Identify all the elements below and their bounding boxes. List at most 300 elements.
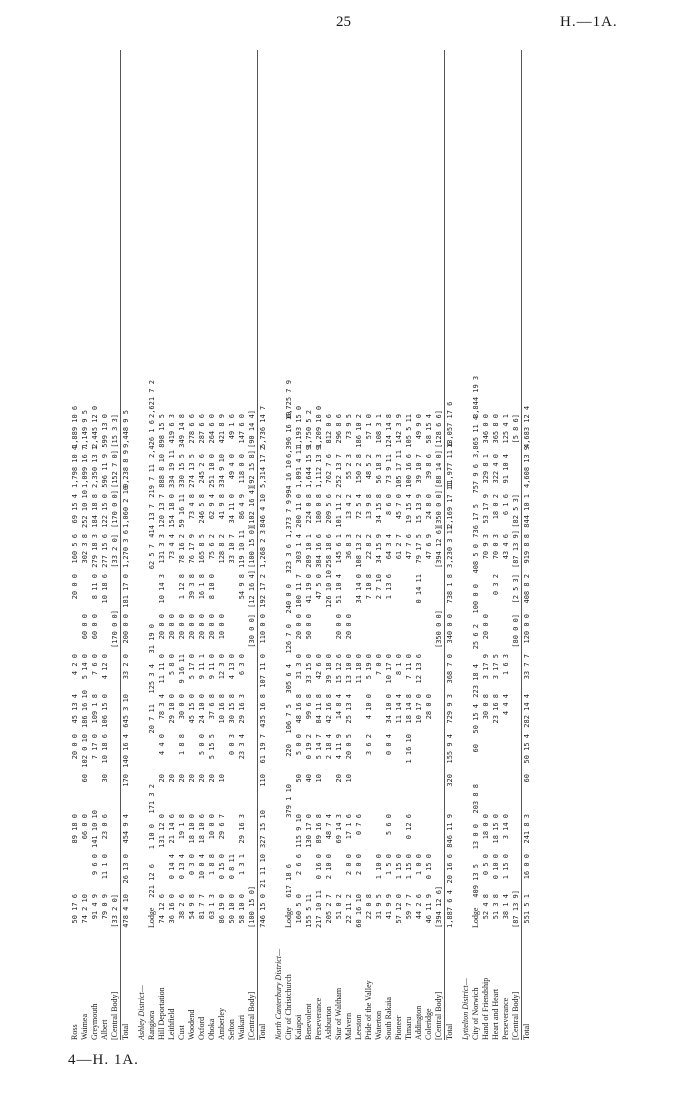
row-label: Benevolent (304, 1003, 313, 1040)
table-cell: 20 0 0 (295, 614, 303, 640)
total-row (120, 50, 131, 1040)
table-cell: 75 6 2 (208, 534, 216, 560)
table-cell: 334 19 11 (168, 450, 176, 488)
table-cell: 322 4 0 (492, 454, 500, 484)
table-cell: [350 0 0] (435, 490, 443, 528)
table-cell: 73 9 11 (385, 454, 393, 484)
table-cell: 888 8 10 (158, 454, 166, 488)
table-cell: 62 5 7 (148, 544, 156, 570)
table-cell (481, 728, 491, 768)
table-cell: [350 0 0] (435, 610, 443, 648)
table-cell: 0 7 6 (355, 814, 363, 836)
table-cell: 147 6 0 (238, 414, 246, 444)
table-cell: 91 4 9 (91, 894, 99, 920)
table-cell: 69 15 4 (71, 494, 79, 524)
table-cell: 74 2 10 (81, 894, 89, 924)
table-cell (70, 848, 80, 888)
table-cell: 736 17 5 (472, 504, 480, 538)
table-cell (354, 768, 364, 808)
table-cell: 209 5 6 (325, 494, 333, 524)
table-row (110, 50, 120, 1040)
table-cell: 3 17 9 (482, 654, 490, 680)
table-cell: 599 13 0 (101, 414, 109, 448)
table-cell: 305 6 4 (285, 664, 293, 694)
table-cell (511, 848, 521, 888)
row-label: Hand of Friendship (481, 977, 490, 1040)
table-cell (374, 768, 384, 808)
table-cell (110, 688, 120, 728)
table-cell (424, 808, 434, 848)
table-cell: 409 13 5 (472, 864, 480, 898)
table-cell (511, 728, 521, 768)
table-row (394, 50, 404, 1040)
table-cell: [128 6 6] (435, 410, 443, 448)
table-cell: 303 1 4 (295, 534, 303, 564)
table-cell (384, 608, 394, 648)
table-cell: 89 18 0 (71, 814, 79, 844)
row-label: Amberley (217, 1008, 226, 1040)
table-cell: 160 5 6 (71, 534, 79, 564)
table-cell: 1 13 6 (385, 574, 393, 600)
table-cell: 46 11 9 (425, 894, 433, 924)
table-row (247, 50, 257, 1040)
table-cell: 20 0 5 (345, 734, 353, 760)
table-cell (394, 608, 404, 648)
table-cell: 131 12 0 (158, 814, 166, 848)
table-cell: 13 9 8 (365, 494, 373, 520)
table-cell: 126 7 0 (285, 624, 293, 654)
table-cell: 8 1 0 (395, 654, 403, 676)
table-cell: [2 5 3] (512, 574, 520, 604)
table-cell: 7 6 0 (91, 654, 99, 676)
table-cell (70, 608, 80, 648)
table-cell: 844 10 1 (523, 494, 531, 528)
row-label: Total (258, 1023, 267, 1040)
table-cell: 60 (81, 774, 89, 783)
table-cell: 252 10 10 (81, 490, 89, 528)
table-cell: 84 11 8 (315, 694, 323, 724)
table-row (344, 50, 354, 1040)
table-cell: 170 (122, 774, 130, 787)
table-cell: 9 6 0 (91, 854, 99, 876)
table-cell: 39 8 6 (425, 454, 433, 480)
row-label: Total (522, 1023, 531, 1040)
table-cell: 2 10 0 (325, 854, 333, 880)
table-cell (314, 608, 324, 648)
table-cell: 119 10 11 (238, 530, 246, 568)
table-cell: 1,091 4 11 (295, 445, 303, 488)
table-cell: 220 (285, 744, 293, 757)
table-cell: 7 17 0 (91, 734, 99, 760)
table-row (511, 50, 521, 1040)
table-cell: 33 15 0 (305, 654, 313, 684)
total-row (257, 50, 268, 1040)
table-cell: 11 11 0 (158, 654, 166, 684)
table-cell: 20 16 6 (446, 854, 454, 884)
table-cell: 79 17 5 (415, 534, 423, 564)
table-cell: 78 3 4 (158, 694, 166, 720)
row-label: Ashley District— (137, 985, 146, 1040)
table-cell (90, 768, 100, 808)
table-cell: 1 10 0 (375, 854, 383, 880)
table-cell: 13,057 17 6 (446, 401, 454, 448)
table-cell: 10 16 8 (218, 694, 226, 724)
table-cell: 221 12 6 (148, 864, 156, 898)
table-cell: 1 0 0 (415, 854, 423, 876)
table-cell: 155 9 4 (446, 734, 454, 764)
table-cell: 48 5 2 (365, 454, 373, 480)
table-cell: 81 7 7 (198, 894, 206, 920)
table-cell: 73 4 8 (188, 494, 196, 520)
table-cell: 86 4 9 (238, 494, 246, 520)
table-cell: 86 19 0 (218, 894, 226, 924)
table-cell: 10 18 6 (101, 734, 109, 764)
table-cell: 20 7 11 (148, 704, 156, 734)
page-reference: H.—1A. (560, 14, 618, 30)
table-cell: 107 11 0 (259, 654, 267, 688)
table-cell: 13 0 0 (472, 824, 480, 850)
table-cell: 18 15 0 (492, 814, 500, 844)
table-cell (70, 768, 80, 808)
table-cell: 20 0 0 (71, 734, 79, 760)
table-cell: 3,844 19 3 (472, 375, 480, 418)
table-cell: 277 15 6 (101, 534, 109, 568)
table-cell: 145 6 1 (335, 534, 343, 564)
table-cell: [170 0 0] (111, 490, 119, 528)
table-cell: 50 15 4 (472, 704, 480, 734)
table-cell: 41 9 8 (218, 494, 226, 520)
table-cell: 4,608 13 9 (523, 445, 531, 488)
table-cell: 435 16 8 (259, 694, 267, 728)
table-cell: 645 3 10 (122, 694, 130, 728)
table-cell: 287 6 6 (198, 414, 206, 444)
table-cell (187, 728, 197, 768)
table-cell: [30 0 0] (248, 614, 256, 648)
table-cell: 186 10 2 (355, 414, 363, 448)
table-cell (227, 768, 237, 808)
row-label: City of Christchurch (284, 974, 293, 1040)
table-cell (354, 688, 364, 728)
table-cell (110, 848, 120, 888)
row-label: South Rakaia (384, 997, 393, 1040)
table-cell: [82 5 3] (512, 494, 520, 528)
table-cell (284, 818, 294, 858)
table-cell: 20 0 0 (71, 574, 79, 600)
table-cell: 106 15 0 (101, 694, 109, 728)
table-cell: 150 2 8 (355, 454, 363, 484)
table-cell: 36 16 0 (168, 894, 176, 924)
table-cell: 289 10 1 (305, 534, 313, 568)
table-row (314, 50, 324, 1040)
table-row (90, 50, 100, 1040)
table-cell (434, 728, 444, 768)
row-label: [Central Body] (247, 991, 256, 1040)
table-cell (374, 728, 384, 768)
table-cell: 349 14 8 (178, 414, 186, 448)
table-cell: 846 11 9 (446, 814, 454, 848)
table-row (197, 50, 207, 1040)
table-cell: 70 9 3 (482, 534, 490, 560)
table-cell: 109 1 8 (91, 694, 99, 724)
table-cell: 240 0 0 (285, 584, 293, 614)
table-cell: 4 4 4 (502, 694, 510, 716)
table-cell: 125 4 1 (502, 414, 510, 444)
table-cell: 4 11 9 (335, 734, 343, 760)
table-cell: 0 8 11 (228, 854, 236, 880)
table-cell: 4,683 12 4 (523, 405, 531, 448)
table-cell: 379 1 10 (285, 784, 293, 818)
table-cell (304, 848, 314, 888)
table-cell (364, 808, 374, 848)
table-cell: 37 6 8 (208, 694, 216, 720)
table-row (294, 50, 304, 1040)
table-cell: [80 0 0] (512, 614, 520, 648)
table-cell: 738 1 8 (446, 574, 454, 604)
table-cell: [394 12 6] (435, 525, 443, 568)
row-label: Total (445, 1023, 454, 1040)
table-cell: 41 9 9 (385, 894, 393, 920)
table-cell: 154 18 0 (168, 494, 176, 528)
table-cell (414, 728, 424, 768)
table-cell: 5 14 7 (315, 734, 323, 760)
table-row (471, 50, 481, 1040)
table-cell: 29 6 7 (218, 814, 226, 840)
table-cell: 118 0 0 (238, 454, 246, 484)
table-cell (247, 848, 257, 888)
table-cell (324, 768, 334, 808)
table-cell: 23 16 8 (492, 694, 500, 724)
table-cell: 1 8 8 (208, 854, 216, 876)
table-cell: 1 15 0 (502, 854, 510, 880)
table-cell: 47 5 0 (315, 574, 323, 600)
table-cell: 29 16 3 (238, 694, 246, 724)
table-cell (424, 768, 434, 808)
table-cell: 131 3 3 (158, 534, 166, 564)
table-cell: 25 6 2 (472, 624, 480, 650)
table-cell: 60 (523, 774, 531, 783)
table-cell: 9 11 1 (198, 654, 206, 680)
table-cell (364, 768, 374, 808)
table-cell: 0 3 0 (188, 854, 196, 876)
table-cell: 551 5 1 (523, 894, 531, 924)
table-row (424, 50, 434, 1040)
table-cell: 58 10 0 (238, 894, 246, 924)
table-cell: 478 4 10 (122, 894, 130, 928)
table-cell (511, 808, 521, 848)
table-cell: 51 0 2 (335, 894, 343, 920)
table-cell: 1,889 10 6 (71, 405, 79, 448)
table-cell (511, 688, 521, 728)
table-cell: 846 4 10 (259, 494, 267, 528)
table-cell: 39 3 8 (188, 574, 196, 600)
table-cell: 0 0 4 (385, 734, 393, 756)
row-label: Malvern (344, 1012, 353, 1040)
row-label: Waikari (237, 1014, 246, 1040)
table-cell: [92 15 8] (248, 450, 256, 488)
table-cell: 20 0 0 (178, 614, 186, 640)
table-cell (414, 768, 424, 808)
table-cell (324, 608, 334, 648)
table-cell: 330 15 5 (178, 454, 186, 488)
table-cell: 89 16 8 (315, 814, 323, 844)
table-cell: 323 3 6 (285, 544, 293, 574)
table-cell: 33 7 7 (523, 654, 531, 680)
lodge-label: Lodge (147, 907, 156, 928)
table-cell: 346 0 0 (482, 414, 490, 444)
table-cell: 2 0 0 (355, 854, 363, 876)
table-cell: 20 (168, 774, 176, 783)
table-cell: 61 2 7 (395, 534, 403, 560)
table-cell: 3 17 5 (492, 654, 500, 680)
table-cell: 140 16 4 (122, 734, 130, 768)
table-cell: 28 0 0 (425, 694, 433, 720)
table-row (217, 50, 227, 1040)
table-cell: 124 14 8 (385, 414, 393, 448)
table-cell: 91 10 4 (502, 454, 510, 484)
table-cell: 33 2 0 (122, 654, 130, 680)
table-cell: 120 0 0 (523, 614, 531, 644)
table-cell: 73 4 4 (168, 534, 176, 560)
table-cell: [100 15 0] (248, 525, 256, 568)
rotated-financial-table (70, 50, 660, 1040)
table-cell: 15 13 9 (415, 494, 423, 524)
table-cell: 110 (259, 774, 267, 787)
table-cell: 5,314 17 2 (259, 445, 267, 488)
table-cell: 50 0 0 (305, 614, 313, 640)
table-cell: 282 14 4 (523, 694, 531, 728)
table-cell: [33 2 0] (111, 894, 119, 928)
table-cell: 994 16 10 (285, 460, 293, 498)
table-cell (147, 578, 157, 618)
table-cell: 0 14 11 (415, 574, 423, 604)
table-cell: 0 19 2 (305, 734, 313, 760)
table-cell: 1,373 7 9 (285, 500, 293, 538)
table-cell: 5 0 0 (295, 734, 303, 756)
table-cell (110, 568, 120, 608)
table-cell: 898 15 5 (158, 414, 166, 448)
table-cell: 384 16 6 (315, 534, 323, 568)
table-cell: 105 5 11 (405, 414, 413, 448)
table-cell: 1 15 0 (405, 854, 413, 880)
table-cell: 26 13 0 (122, 854, 130, 884)
table-cell: [88 14 0] (435, 450, 443, 488)
table-cell: 141 10 10 (91, 810, 99, 848)
table-cell: 5 14 0 (81, 654, 89, 680)
table-cell: 51 3 8 (492, 894, 500, 920)
table-cell: 1 15 0 (395, 854, 403, 880)
table-cell: [152 7 0] (111, 450, 119, 488)
table-cell (354, 608, 364, 648)
table-cell (247, 688, 257, 728)
table-cell: 22 8 2 (365, 534, 373, 560)
table-cell: 223 18 4 (472, 664, 480, 698)
table-cell: 24 8 0 (425, 494, 433, 520)
table-cell: 18 0 0 (482, 814, 490, 840)
table-cell: 6,725 7 9 (285, 380, 293, 418)
table-cell: 279 18 3 (91, 534, 99, 568)
table-cell: 19 15 4 (405, 494, 413, 524)
district-heading (137, 50, 147, 1040)
table-cell: 1,644 15 9 (305, 445, 313, 488)
table-cell: 101 11 2 (335, 494, 343, 528)
table-cell: 106 7 5 (285, 704, 293, 734)
table-cell: 7 11 0 (405, 654, 413, 680)
table-cell: 20 (208, 774, 216, 783)
table-cell (147, 738, 157, 778)
table-cell: 47 6 9 (425, 534, 433, 560)
table-cell (344, 568, 354, 608)
table-cell: 60 (472, 744, 480, 753)
table-cell: 100 11 7 (295, 574, 303, 608)
table-cell (501, 568, 511, 608)
table-cell: 45 7 0 (395, 494, 403, 520)
table-cell (167, 568, 177, 608)
table-cell: 9,238 8 9 (122, 450, 130, 488)
table-cell: 6 3 0 (238, 654, 246, 676)
table-cell: [33 2 0] (111, 534, 119, 568)
table-cell (110, 728, 120, 768)
row-label: Albert (100, 1019, 109, 1040)
table-cell: 258 18 6 (325, 534, 333, 568)
table-cell: 108 13 2 (355, 534, 363, 568)
table-row (304, 50, 314, 1040)
table-cell: 36 8 3 (345, 534, 353, 560)
table-cell: 12 13 6 (415, 654, 423, 684)
table-cell: 34 15 8 (375, 494, 383, 524)
table-cell: 408 8 2 (523, 574, 531, 604)
table-cell (424, 648, 434, 688)
table-cell: 43 4 6 (502, 534, 510, 560)
table-cell: 22 11 2 (345, 894, 353, 924)
table-cell: 50 10 0 (228, 894, 236, 924)
table-row (501, 50, 511, 1040)
table-cell: 76 17 9 (188, 534, 196, 564)
table-cell (334, 848, 344, 888)
table-cell: 192 17 2 (259, 574, 267, 608)
table-cell: 200 0 0 (122, 614, 130, 644)
table-row (414, 50, 424, 1040)
table-cell (100, 608, 110, 648)
table-cell: 49 9 0 (415, 414, 423, 440)
table-cell: 20 0 0 (345, 614, 353, 640)
table-cell: 34 15 9 (375, 534, 383, 564)
table-cell: 252 13 7 (335, 454, 343, 488)
row-label: Pride of the Valley (364, 980, 373, 1040)
table-cell (491, 608, 501, 648)
table-cell: 3 14 0 (502, 814, 510, 840)
table-cell: 29 16 3 (238, 814, 246, 844)
table-cell: 58 15 4 (425, 414, 433, 444)
table-cell: 18 10 6 (198, 814, 206, 844)
lodge-label: Lodge (284, 907, 293, 928)
table-cell (404, 568, 414, 608)
table-cell: 100 16 6 (405, 454, 413, 488)
table-cell: 9,448 9 5 (122, 410, 130, 448)
table-cell (374, 688, 384, 728)
table-cell: 5 0 0 (198, 734, 206, 756)
table-cell: 10 17 0 (415, 694, 423, 724)
table-cell: [394 12 6] (435, 885, 443, 928)
table-cell: 1,750 5 2 (305, 410, 313, 448)
table-cell: 205 2 7 (325, 894, 333, 924)
table-cell: 180 0 8 (315, 494, 323, 524)
table-cell: 74 12 6 (158, 894, 166, 924)
table-cell: 20 0 0 (188, 614, 196, 640)
table-cell: 2 7 10 (375, 574, 383, 600)
table-cell: 57 12 0 (395, 894, 403, 924)
table-row (100, 50, 110, 1040)
table-cell: 51 10 4 (335, 574, 343, 604)
